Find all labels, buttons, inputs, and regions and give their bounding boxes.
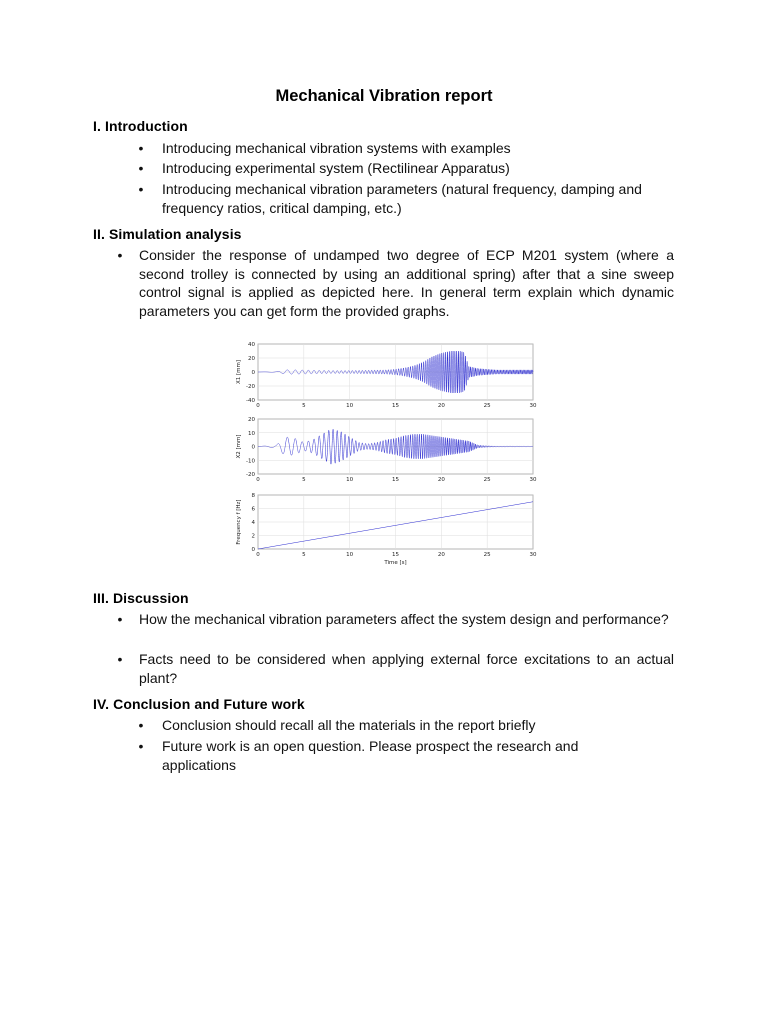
x-tick-label: 30 (529, 403, 537, 409)
section-heading-simulation-analysis: II. Simulation analysis (93, 226, 242, 242)
list-item (138, 180, 674, 217)
list-item (138, 716, 682, 735)
y-axis-label: X1 [mm] (236, 359, 242, 385)
x-tick-label: 10 (346, 403, 354, 409)
x-tick-label: 15 (392, 403, 399, 409)
x-tick-label: 5 (302, 477, 306, 483)
x-tick-label: 25 (483, 403, 491, 409)
list-item-text: Future work is an open question. Please prospect the research and applications (162, 738, 579, 773)
bullet-icon: • (117, 247, 123, 263)
list-item-text: Introducing experimental system (Rectilinear Apparatus) (162, 160, 510, 176)
bullet-icon: • (117, 611, 123, 627)
y-tick-label: 2 (251, 533, 255, 540)
list-item (117, 610, 674, 629)
y-tick-label: 0 (251, 370, 255, 376)
x-tick-label: 20 (437, 477, 445, 483)
list-item (138, 159, 682, 178)
y-tick-label: 10 (248, 430, 255, 437)
bullet-icon: • (138, 738, 144, 754)
section-heading-conclusion: IV. Conclusion and Future work (93, 696, 305, 712)
y-tick-label: -20 (246, 384, 255, 390)
x-tick-label: 0 (256, 477, 260, 483)
bullet-icon: • (138, 140, 144, 156)
section-heading-introduction: I. Introduction (93, 118, 188, 134)
bullet-icon: • (138, 717, 144, 733)
list-item (117, 650, 674, 687)
y-tick-label: 0 (251, 444, 255, 451)
x-tick-label: 0 (256, 403, 260, 409)
list-item (117, 246, 674, 320)
y-axis-label: X2 [mm] (236, 434, 242, 459)
y-tick-label: 4 (251, 520, 255, 526)
simulation-figure (228, 338, 546, 570)
x-tick-label: 30 (529, 552, 537, 558)
x-tick-label: 15 (392, 552, 399, 558)
x-tick-label: 10 (346, 552, 354, 558)
y-tick-label: -40 (246, 398, 255, 404)
y-tick-label: 0 (251, 547, 255, 553)
x-tick-label: 20 (437, 403, 445, 409)
list-item-text: Introducing mechanical vibration parameters (natural frequency, damping and frequency ratios, critical damping, etc.) (162, 181, 642, 216)
list-item (138, 737, 632, 774)
y-tick-label: 40 (248, 342, 255, 348)
bullet-icon: • (138, 160, 144, 176)
y-axis-label: Frequency f [Hz] (236, 499, 242, 545)
x-tick-label: 5 (302, 403, 306, 409)
x-tick-label: 20 (437, 552, 445, 558)
list-item-text: Facts need to be considered when applying external force excitations to an actual plant? (139, 651, 674, 686)
list-item-text: Conclusion should recall all the materials in the report briefly (162, 717, 536, 733)
chart-panel-3 (236, 493, 537, 566)
y-tick-label: 8 (251, 493, 255, 499)
list-item-text: Introducing mechanical vibration systems with examples (162, 140, 511, 156)
chart-panel-2 (236, 417, 537, 483)
x-tick-label: 30 (529, 477, 537, 483)
x-tick-label: 5 (302, 552, 306, 558)
y-tick-label: 6 (251, 506, 255, 513)
chart-panel-1 (236, 342, 537, 409)
bullet-icon: • (138, 181, 144, 197)
bullet-icon: • (117, 651, 123, 667)
list-item-text: Consider the response of undamped two degree of ECP M201 system (where a second trolley is connected by using an additional spring) after that a sine sweep control signal is applied as depicted here. In general term explain which dynamic parameters you can get form the provided graphs. (139, 247, 674, 319)
x-tick-label: 25 (483, 552, 491, 558)
x-tick-label: 10 (346, 477, 354, 483)
x-tick-label: 15 (392, 477, 399, 483)
x-axis-label: Time [s] (384, 560, 407, 566)
list-item (138, 139, 682, 158)
y-tick-label: -10 (246, 458, 255, 465)
x-tick-label: 25 (483, 477, 491, 483)
chart-svg (228, 338, 546, 570)
y-tick-label: 20 (248, 417, 255, 423)
y-tick-label: 20 (248, 356, 255, 362)
section-heading-discussion: III. Discussion (93, 590, 189, 606)
y-tick-label: -20 (246, 472, 255, 478)
list-item-text: How the mechanical vibration parameters affect the system design and performance? (139, 611, 669, 627)
x-tick-label: 0 (256, 552, 260, 558)
page-title: Mechanical Vibration report (275, 87, 493, 105)
